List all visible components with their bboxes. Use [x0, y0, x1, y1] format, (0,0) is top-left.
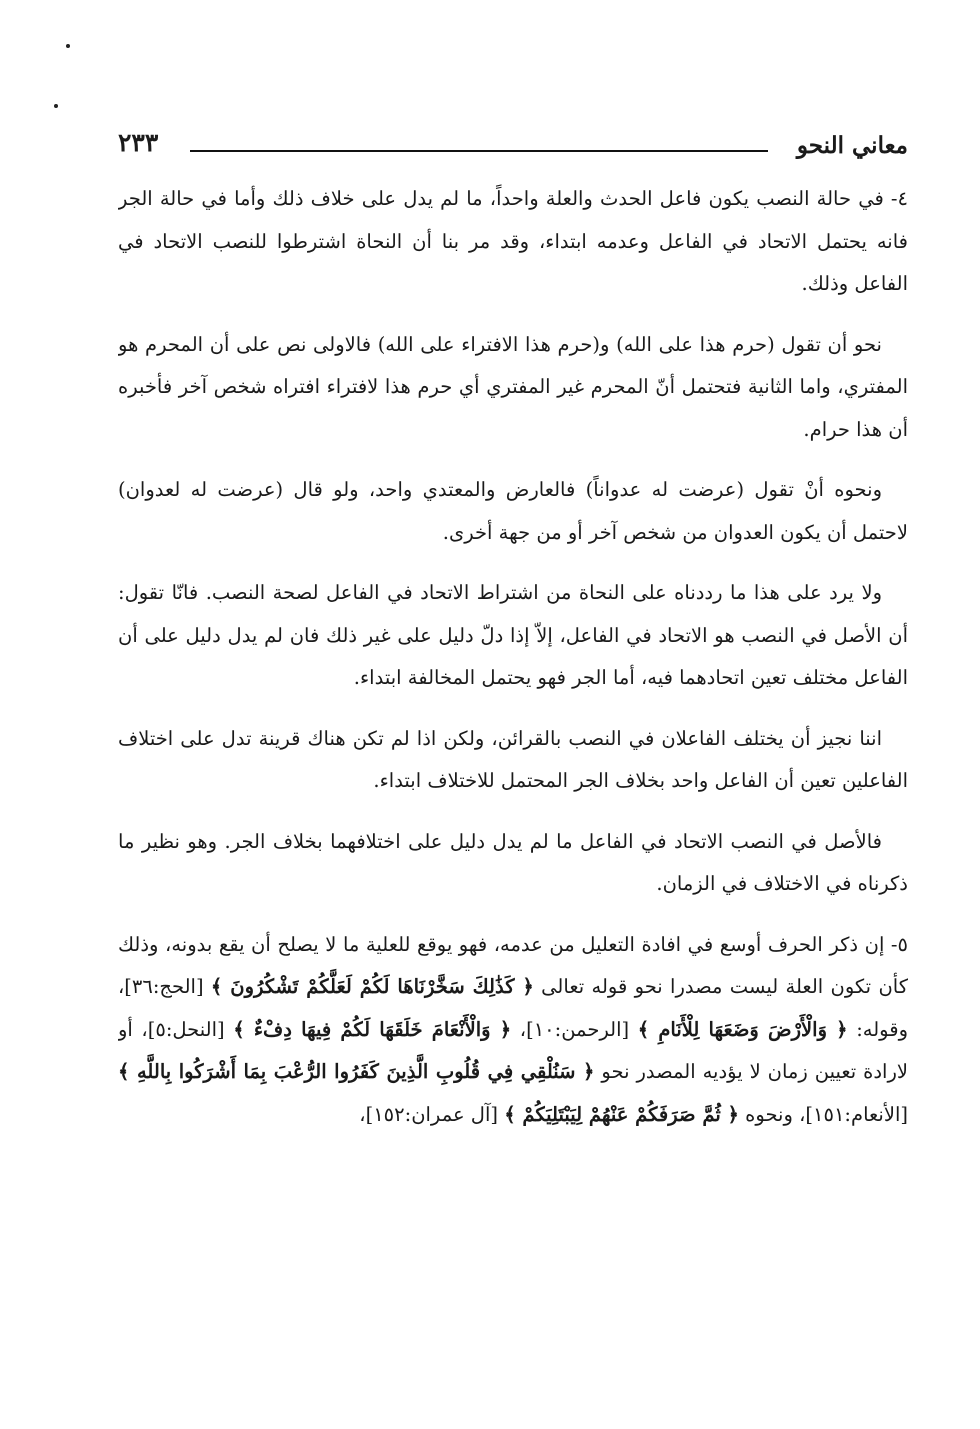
quran-verse: ﴿ وَالْأَرْضَ وَضَعَهَا لِلْأَنَامِ ﴾	[637, 1017, 848, 1041]
scan-speck	[66, 44, 70, 48]
paragraph-6: فالأصل في النصب الاتحاد في الفاعل ما لم يدل دليل على اختلافهما بخلاف الجر. وهو نظير ما ذكرناه في الاختلاف في الزمان.	[118, 829, 908, 895]
paragraph-7-text: [النحل:٥]، أو لارادة تعيين زمان لا يؤديه المصدر نحو	[118, 1017, 908, 1083]
paragraph-5: اننا نجيز أن يختلف الفاعلان في النصب بالقرائن، ولكن اذا لم تكن هناك قرينة تدل على اختلاف الفاعلين تعين أن الفاعل واحد بخلاف الجر المحتمل للاختلاف ابتداء.	[118, 726, 908, 792]
verse-reference: [الرحمن:١٠]،	[511, 1017, 638, 1041]
paragraph-7-text: ٥- إن ذكر الحرف أوسع في افادة التعليل من عدمه، فهو يوقع للعلية ما لا يصلح أن يقع بدونه، وذلك كأن تكون العلة ليست مصدرا نحو قوله تعالى	[118, 932, 908, 998]
page-number: ٢٣٣	[118, 128, 159, 157]
verse-reference: [الحج:٣٦]، وقوله:	[118, 975, 908, 1041]
paragraph-2: نحو أن تقول (حرم هذا على الله) و(حرم هذا الافتراء على الله) فالاولى نص على أن المحرم هو المفتري، واما الثانية فتحتمل أنّ المحرم غير المفتري أي حرم هذا لافتراء افتراه شخص آخر فأخبره أن هذا حرام.	[118, 332, 908, 441]
verse-reference: [آل عمران:١٥٢]،	[359, 1102, 505, 1126]
paragraph-4: ولا يرد على هذا ما رددناه على النحاة من اشتراط الاتحاد في الفاعل لصحة النصب. فانّا تقول: أن الأصل في النصب هو الاتحاد في الفاعل، إلاّ إذا دلّ دليل على غير ذلك فان لم يدل دليل على أن الفاعل مختلف تعين اتحادهما فيه، أما الجر فهو يحتمل المخالفة ابتداء.	[118, 581, 908, 689]
scan-speck	[54, 104, 58, 108]
paragraph-7	[118, 924, 908, 1137]
quran-verse: ﴿ كَذَٰلِكَ سَخَّرْنَاهَا لَكُمْ لَعَلَّكُمْ تَشْكُرُونَ ﴾	[210, 975, 534, 998]
running-title: معاني النحو	[796, 132, 908, 159]
quran-verse: ﴿ وَالْأَنْعَامَ خَلَقَهَا لَكُمْ فِيهَا دِفْءٌ ﴾	[233, 1017, 512, 1041]
quran-verse: ﴿ ثُمَّ صَرَفَكُمْ عَنْهُمْ لِيَبْتَلِيَكُمْ ﴾	[504, 1102, 739, 1126]
quran-verse: ﴿ سَنُلْقِي فِي قُلُوبِ الَّذِينَ كَفَرُوا الرُّعْبَ بِمَا أَشْرَكُوا بِاللَّهِ ﴾	[118, 1060, 595, 1083]
verse-reference: [الأنعام:١٥١]، ونحوه	[738, 1102, 908, 1126]
paragraph-3: ونحوه أنْ تقول (عرضت له عدواناً) فالعارض والمعتدي واحد، ولو قال (عرضت له لعدوان) لاحتمل أن يكون العدوان من شخص آخر أو من جهة أخرى.	[118, 478, 908, 544]
page-header	[118, 128, 908, 172]
header-rule	[190, 150, 768, 152]
paragraph-1: ٤- في حالة النصب يكون فاعل الحدث والعلة واحداً، ما لم يدل على خلاف ذلك وأما في حالة الجر فانه يحتمل الاتحاد في الفاعل وعدمه ابتداء، وقد مر بنا أن النحاة اشترطوا للنصب الاتحاد في الفاعل وذلك.	[118, 187, 908, 295]
page-body	[118, 178, 908, 1298]
